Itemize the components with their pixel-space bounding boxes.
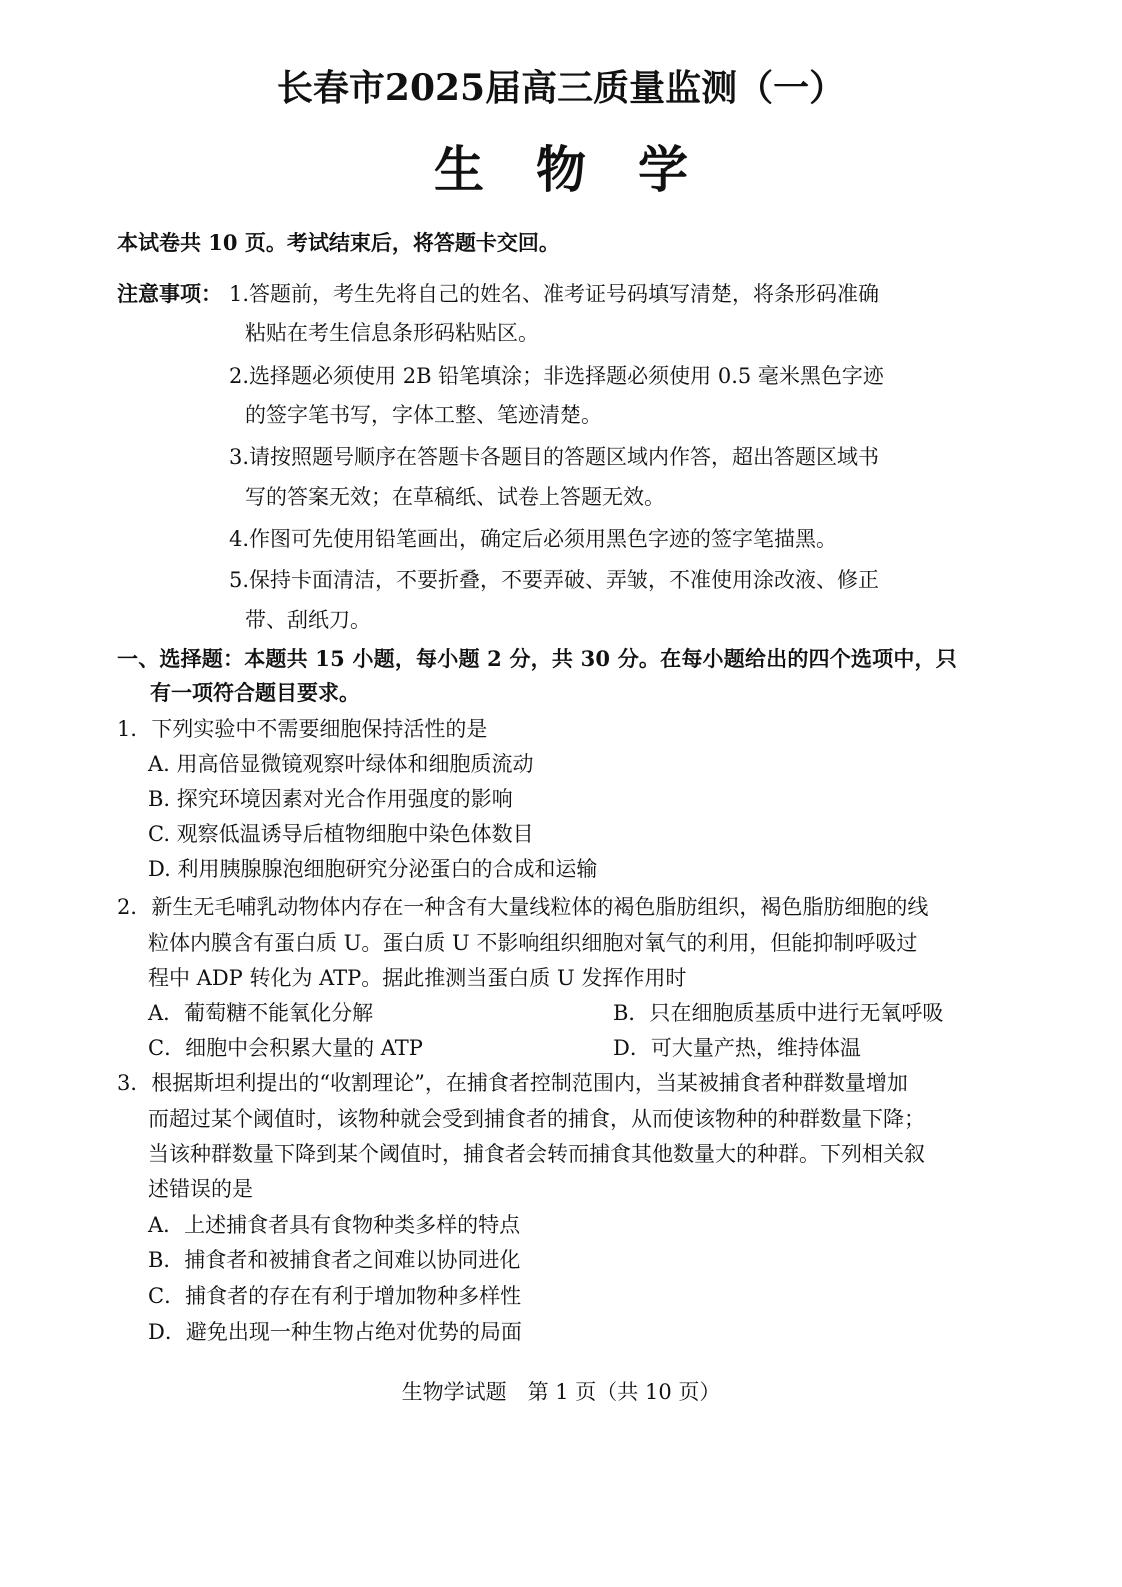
note-3-line-1: 3.请按照题号顺序在答题卡各题目的答题区域内作答，超出答题区域书 [229, 445, 880, 469]
note-3-line-2: 写的答案无效；在草稿纸、试卷上答题无效。 [245, 485, 665, 509]
question-3-option-d: D．避免出现一种生物占绝对优势的局面 [148, 1320, 522, 1344]
question-1-option-c: C. 观察低温诱导后植物细胞中染色体数目 [148, 822, 534, 846]
question-1-option-a: A. 用高倍显微镜观察叶绿体和细胞质流动 [148, 752, 534, 776]
question-2-option-b: B．只在细胞质基质中进行无氧呼吸 [613, 1001, 944, 1025]
question-3-stem-line-1: 3．根据斯坦利提出的“收割理论”，在捕食者控制范围内，当某被捕食者种群数量增加 [117, 1071, 908, 1095]
notes-label: 注意事项： [117, 281, 222, 306]
question-3-option-a: A．上述捕食者具有食物种类多样的特点 [148, 1213, 521, 1237]
question-3-option-c: C．捕食者的存在有利于增加物种多样性 [148, 1284, 522, 1308]
note-2-line-2: 的签字笔书写，字体工整、笔迹清楚。 [245, 403, 602, 427]
question-3-option-b: B．捕食者和被捕食者之间难以协同进化 [148, 1248, 521, 1272]
question-2-option-a: A．葡萄糖不能氧化分解 [148, 1001, 374, 1025]
note-5-line-2: 带、刮纸刀。 [245, 608, 371, 632]
question-3-stem-line-4: 述错误的是 [148, 1177, 253, 1201]
question-1-option-d: D. 利用胰腺腺泡细胞研究分泌蛋白的合成和运输 [148, 857, 598, 881]
question-2-option-c: C．细胞中会积累大量的 ATP [148, 1036, 423, 1060]
question-2-option-d: D．可大量产热，维持体温 [613, 1036, 861, 1060]
question-3-stem-line-2: 而超过某个阈值时，该物种就会受到捕食者的捕食，从而使该物种的种群数量下降； [148, 1107, 925, 1131]
question-3-stem-line-3: 当该种群数量下降到某个阈值时，捕食者会转而捕食其他数量大的种群。下列相关叙 [148, 1142, 925, 1166]
question-2-stem-line-3: 程中 ADP 转化为 ATP。据此推测当蛋白质 U 发挥作用时 [148, 966, 687, 990]
exam-title: 长春市2025届高三质量监测（一） [276, 67, 846, 109]
intro-text: 本试卷共 10 页。考试结束后，将答题卡交回。 [117, 230, 560, 255]
note-5-line-1: 5.保持卡面清洁，不要折叠，不要弄破、弄皱，不准使用涂改液、修正 [229, 568, 880, 592]
page-footer: 生物学试题 第 1 页（共 10 页） [401, 1380, 721, 1404]
section-heading-line-2: 有一项符合题目要求。 [150, 680, 360, 705]
section-heading-line-1: 一、选择题：本题共 15 小题，每小题 2 分，共 30 分。在每小题给出的四个选项中，只 [117, 646, 957, 671]
question-2-stem-line-2: 粒体内膜含有蛋白质 U。蛋白质 U 不影响组织细胞对氧气的利用，但能抑制呼吸过 [148, 931, 918, 955]
question-1-stem: 1．下列实验中不需要细胞保持活性的是 [117, 717, 488, 741]
subject-title: 生物学 [434, 140, 740, 199]
note-1-line-1: 1.答题前，考生先将自己的姓名、准考证号码填写清楚，将条形码准确 [229, 282, 880, 306]
note-2-line-1: 2.选择题必须使用 2B 铅笔填涂；非选择题必须使用 0.5 毫米黑色字迹 [229, 364, 884, 388]
question-1-option-b: B. 探究环境因素对光合作用强度的影响 [148, 787, 513, 811]
note-1-line-2: 粘贴在考生信息条形码粘贴区。 [245, 321, 539, 345]
question-2-stem-line-1: 2．新生无毛哺乳动物体内存在一种含有大量线粒体的褐色脂肪组织，褐色脂肪细胞的线 [117, 895, 929, 919]
note-4-line-1: 4.作图可先使用铅笔画出，确定后必须用黑色字迹的签字笔描黑。 [229, 527, 838, 551]
